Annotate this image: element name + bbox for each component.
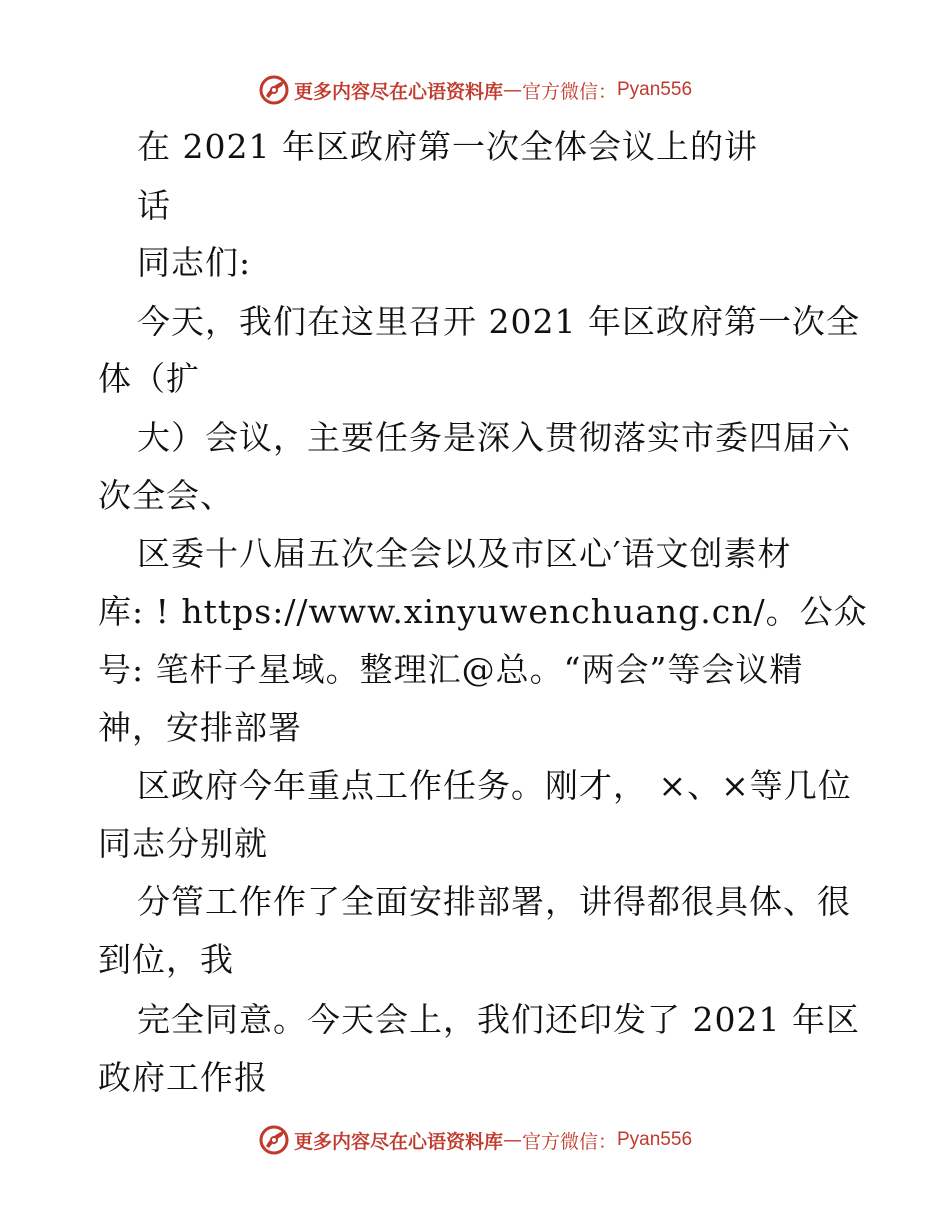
body-line: 区委十八届五次全会以及市区心′语文创素材 <box>137 534 792 573</box>
watermark-wechat-id: Pyan556 <box>617 1129 693 1150</box>
watermark-wechat-id: Pyan556 <box>617 79 693 100</box>
watermark-wechat-label: 官方微信： <box>521 1130 617 1153</box>
doc-title-line-1: 在 2021 年区政府第一次全体会议上的讲 <box>137 127 758 166</box>
body-line: 今天，我们在这里召开 2021 年区政府第一次全 <box>137 302 860 341</box>
watermark-wechat-label: 官方微信： <box>521 80 617 103</box>
watermark-footer <box>0 1120 950 1160</box>
body-line: 分管工作作了全面安排部署，讲得都很具体、很 <box>137 882 851 921</box>
salutation: 同志们: <box>137 243 252 282</box>
watermark-title: 更多内容尽在心语资料库 <box>293 80 503 103</box>
watermark-separator: — <box>502 79 522 101</box>
body-line: 体（扩 <box>98 359 200 398</box>
body-line: 区政府今年重点工作任务。刚才， ×、×等几位 <box>137 766 852 805</box>
watermark-title: 更多内容尽在心语资料库 <box>293 1130 503 1153</box>
body-line: 完全同意。今天会上，我们还印发了 2021 年区 <box>137 1000 860 1039</box>
body-line: 号: 笔杆子星域。整理汇@总。“两会”等会议精 <box>98 650 804 689</box>
body-line: 神，安排部署 <box>98 708 302 747</box>
body-line: 次全会、 <box>98 476 234 515</box>
body-line: 到位，我 <box>98 940 234 979</box>
body-line: 同志分别就 <box>98 824 268 863</box>
watermark-header <box>0 70 950 110</box>
brush-logo-icon <box>258 74 290 106</box>
body-line: 大）会议，主要任务是深入贯彻落实市委四届六 <box>137 418 851 457</box>
watermark-separator: — <box>502 1129 522 1151</box>
doc-title-line-2: 话 <box>137 186 171 225</box>
body-line: 政府工作报 <box>98 1058 268 1097</box>
body-line-url: 库: ! https://www.xinyuwenchuang.cn/。公众 <box>98 592 868 631</box>
brush-logo-icon <box>258 1124 290 1156</box>
